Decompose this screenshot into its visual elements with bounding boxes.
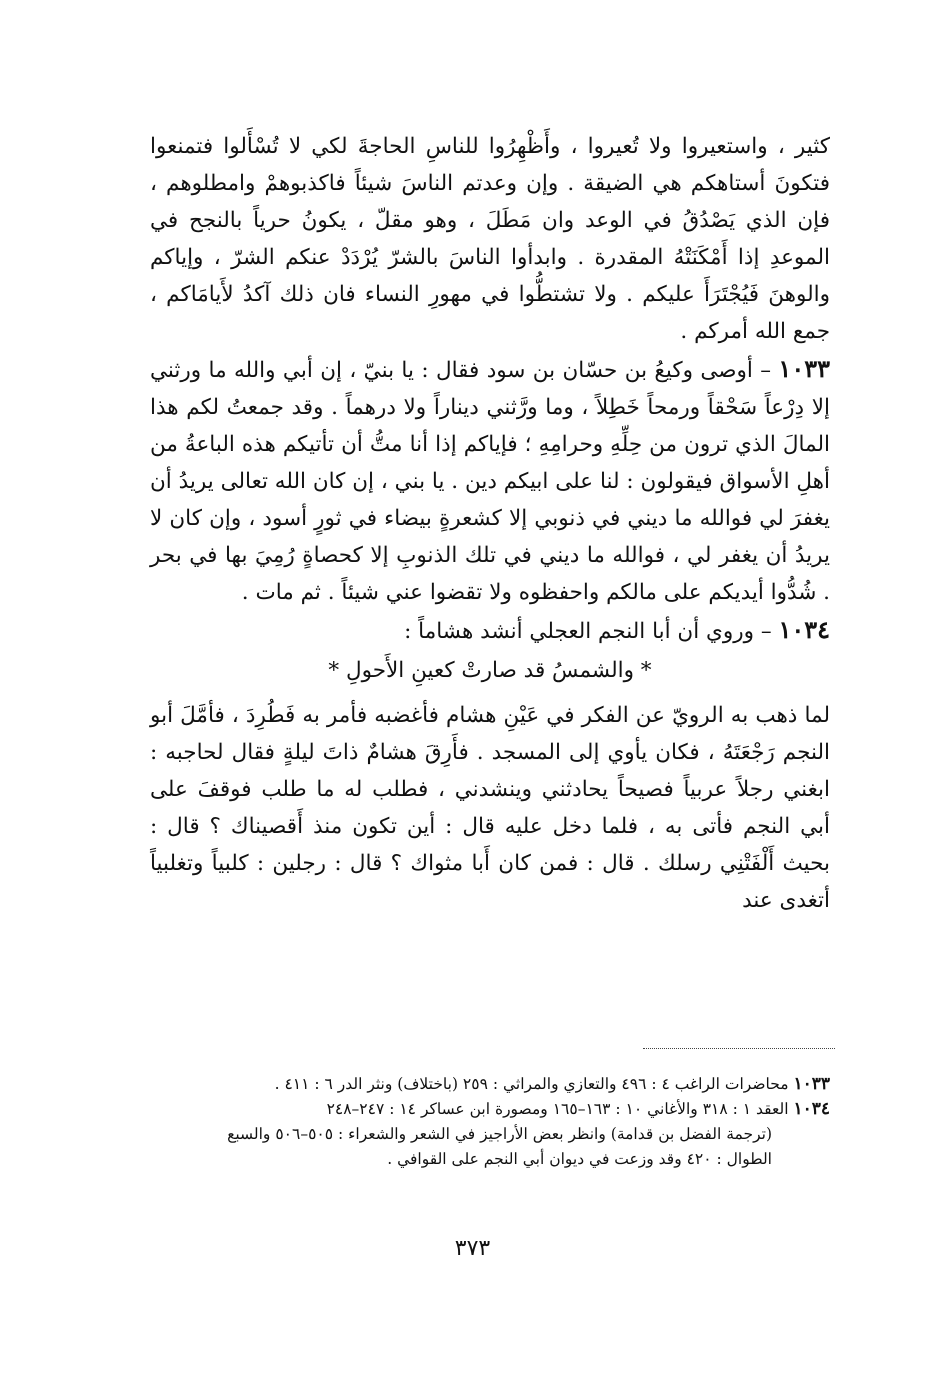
footnote-number: ١٠٣٤: [793, 1099, 830, 1119]
footnote-separator: [643, 1048, 835, 1049]
paragraph-1033: [150, 350, 830, 611]
page-number: ٣٧٣: [454, 1236, 491, 1261]
footnote-1034: [150, 1097, 830, 1122]
paragraph-number: ١٠٣٣: [778, 354, 830, 383]
verse-text: * والشمسُ قد صارتْ كعينِ الأَحولِ *: [328, 658, 652, 683]
paragraph-text: لما ذهب به الرويّ عن الفكر في عَيْنِ هشام فأغضبه فأمر به فَطُرِدَ ، فأمَّلَ أبو النجم رَجْعَتَهُ ، فكان يأوي إلى المسجد . فأَرِقَ هشامٌ ذاتَ ليلةٍ فقال لحاجبه : ابغني رجلاً عربياً فصيحاً يحادثني وينشدني ، فطلب له ما طلب فوقفَ على أبي النجم فأتى به ، فلما دخل عليه قال : أين تكون منذ أَقصيناك ؟ قال : بحيث أَلْفَتْنِي رسلك . قال : فمن كان أَبا مثواك ؟ قال : رجلين : كلبياً وتغلبياً أتغدى عند: [150, 703, 830, 913]
paragraph-number: ١٠٣٤: [778, 615, 830, 644]
main-text: [150, 128, 830, 919]
footnote-text: العقد ١ : ٣١٨ والأغاني ١٠ : ١٦٣–١٦٥ ومصورة ابن عساكر ١٤ : ٢٤٧–٢٤٨: [326, 1100, 789, 1118]
footnotes: [150, 1072, 830, 1172]
paragraph-1034: [150, 611, 830, 650]
paragraph-text: – وروي أن أبا النجم العجلي أنشد هشاماً :: [404, 619, 772, 644]
footnote-text: محاضرات الراغب ٤ : ٤٩٦ والتعازي والمراثي : ٢٥٩ (باختلاف) ونثر الدر ٦ : ٤١١ .: [274, 1075, 789, 1093]
footnote-1034-continued: [150, 1122, 830, 1147]
footnote-number: ١٠٣٣: [793, 1074, 830, 1094]
paragraph-continued: [150, 128, 830, 350]
paragraph-text: كثير ، واستعيروا ولا تُعيروا ، وأَظْهِرُوا للناسِ الحاجةَ لكي لا تُسْأَلوا فتمنعوا فتكونَ أستاهكم هي الضيقة . وإن وعدتم الناسَ شيئاً فاكذبوهمْ وامطلوهم ، فإن الذي يَصْدُقُ في الوعد وان مَطَلَ ، وهو مقلّ ، يكونُ حرياً بالنجح في الموعدِ إذا أَمْكَنَتْهُ المقدرة . وابدأوا الناسَ بالشرّ يُرْدَدْ عنكم الشرّ ، وإياكم والوهنَ فَيُجْتَرَأَ عليكم . ولا تشتطُّوا في مهورِ النساء فان ذلك آكدُ لأَيامَاكم ، جمع الله أمركم .: [150, 134, 830, 344]
paragraph-continuation: [150, 697, 830, 919]
paragraph-text: – أوصى وكيعُ بن حسّان بن سود فقال : يا بنيّ ، إن أبي والله ما ورثني إلا دِرْعاً سَحْقاً ورمحاً خَطِلاً ، وما ورَّثني ديناراً ولا درهماً . وقد جمعتُ لكم هذا المالَ الذي ترون من حِلِّهِ وحرامِهِ ؛ فإياكم إذا أنا متُّ أن تأتيكم هذه الباعةُ من أهلِ الأسواق فيقولون : لنا على ابيكم دين . يا بني ، إن كان الله تعالى يريدُ أن يغفرَ لي فوالله ما ديني في ذنوبي إلا كشعرةٍ بيضاء في ثورٍ أسود ، وإن كان لا يريدُ أن يغفر لي ، فوالله ما ديني في تلك الذنوبِ إلا كحصاةٍ رُمِيَ بها في بحر . شُدُّوا أيديكم على مالكم واحفظوه ولا تقضوا عني شيئاً . ثم مات .: [150, 358, 830, 605]
footnote-text: الطوال : ٤٢٠ وقد وزعت في ديوان أبي النجم على القوافي .: [387, 1150, 772, 1168]
verse-line: [150, 650, 830, 697]
footnote-1033: [150, 1072, 830, 1097]
footnote-1034-continued: [150, 1147, 830, 1172]
footnote-text: (ترجمة الفضل بن قدامة) وانظر بعض الأراجيز في الشعر والشعراء : ٥٠٥–٥٠٦ والسبع: [227, 1125, 772, 1143]
